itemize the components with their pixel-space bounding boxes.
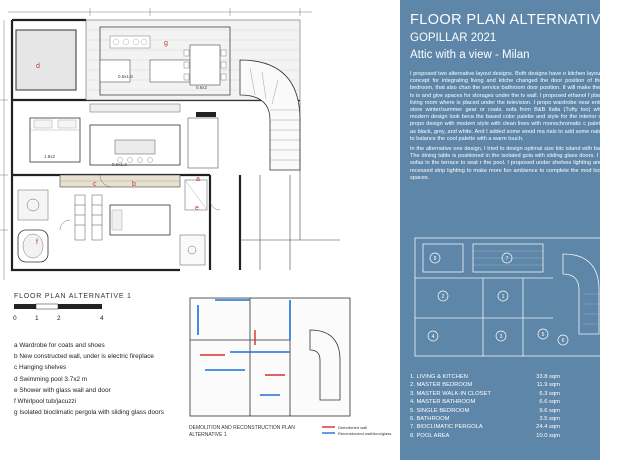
room-name: 5. SINGLE BEDROOM: [410, 407, 470, 414]
demolition-legend: [320, 425, 391, 437]
legend-item: g Isolated bioclimatic pergola with sliding glass doors: [14, 409, 164, 417]
room-name: 8. POOL AREA: [410, 432, 450, 439]
scale-number-1: 1: [35, 315, 39, 322]
legend-list: [14, 340, 164, 418]
dim-label-island: 0.6x1.2: [112, 162, 127, 167]
legend-reconstructed: Reconstructed wall/door/glass: [338, 431, 392, 436]
legend-item: b New constructed wall, under is electric fireplace: [14, 353, 154, 361]
scale-number-2: 2: [57, 315, 61, 322]
room-row: [410, 415, 560, 423]
room-row: [410, 407, 560, 415]
plan-number-6: 6: [561, 338, 565, 344]
room-area: 6.6 sqm: [539, 399, 560, 406]
page-subtitle: GOPILLAR 2021: [410, 32, 497, 44]
plan-number-7: 7: [505, 256, 509, 262]
legend-item: d Swimming pool 3.7x2 m: [14, 375, 88, 383]
room-key-plan: [413, 234, 603, 362]
demolition-title-line1: DEMOLITION AND RECONSTRUCTION PLAN: [189, 425, 295, 431]
room-name: 6. BATHROOM: [410, 416, 450, 423]
room-area: 24.4 sqm: [536, 424, 560, 431]
room-area: 10.0 sqm: [536, 432, 560, 439]
plan-number-5: 5: [541, 332, 545, 338]
page-title: FLOOR PLAN ALTERNATIVE ON: [410, 12, 638, 28]
legend-item: e Shower with glass wall and door: [14, 386, 111, 394]
room-name: 3. MASTER WALK-IN CLOSET: [410, 390, 491, 397]
room-areas-list: [410, 373, 560, 440]
room-area: 11.9 sqm: [536, 382, 560, 389]
floor-plan-label: FLOOR PLAN ALTERNATIVE 1: [14, 293, 132, 300]
demolition-title: [189, 425, 295, 439]
room-name: 7. BIOCLIMATIC PERGOLA: [410, 424, 483, 431]
description-paragraph-1: I proposed two alternative layout designs. Both designs have o kitchen layout design concept for integrating living and kitche changed the door position of the single bedroom, that also chan the service bathroom door position. It will make the wall for tv is and give spaces for storages under the tv wall. I proposed ethanol f place in the living room where is placed under the television. I propo wardrobe near entrance to store winter/summer gear or coats. sofa from B&B Italia (Tufty too) which has modern design look beca the based color palette and style for the interior design. I propo design with modern style with clean lines with monochromatic c palette, such as black, grey, and white. And I added some wood ma rials to add some natural look to balance the cool palette with a warm touch.: [410, 71, 620, 142]
right-panel: [400, 0, 638, 460]
demolition-title-line2: ALTERNATIVE 1: [189, 432, 227, 438]
legend-item: c Hanging shelves: [14, 364, 67, 372]
room-row: [410, 432, 560, 440]
room-area: 33.8 sqm: [536, 374, 560, 380]
room-area: 6.3 sqm: [539, 390, 560, 397]
legend-demolished: Demolished wall: [338, 425, 368, 430]
scale-number-4: 4: [100, 315, 104, 322]
plan-letter-d: d: [36, 63, 40, 70]
room-area: 9.6 sqm: [539, 407, 560, 414]
plan-number-1: 1: [501, 294, 505, 300]
plan-letter-c: c: [93, 181, 97, 188]
legend-item: f Whirlpool tub/jacuzzi: [14, 398, 77, 406]
description-text: [410, 71, 620, 185]
plan-letter-e: e: [195, 205, 199, 212]
plan-number-4: 4: [431, 334, 435, 340]
dim-label-bed: 1.8x2: [44, 154, 56, 159]
plan-number-3: 3: [499, 334, 503, 340]
plan-number-8: 8: [433, 256, 437, 262]
plan-letter-b: b: [132, 181, 136, 188]
legend-item: a Wardrobe for coats and shoes: [14, 342, 105, 349]
plan-letter-a: a: [196, 176, 200, 183]
plan-letter-f: f: [36, 239, 38, 246]
plan-letter-g: g: [164, 40, 168, 47]
room-name: 1. LIVING & KITCHEN: [410, 374, 468, 380]
room-name: 2. MASTER BEDROOM: [410, 382, 473, 389]
project-name: Attic with a view - Milan: [410, 49, 530, 61]
dim-label-table: 0.6x2: [196, 85, 208, 90]
room-row: [410, 381, 560, 389]
description-paragraph-2: In the alternative one design, I tried to design optimal size kitc island with bar chairs. The dining table is positioned in the isolated gola with sliding glass doors. I also put sofas in the terrace to seat r the pool. I proposed under shelves lighting and ceiling recessed strip lighting to make more fun ambience to complete the mod look of the spaces.: [410, 146, 620, 181]
room-row: [410, 373, 560, 381]
plan-number-2: 2: [441, 294, 445, 300]
room-area: 3.5 sqm: [539, 416, 560, 423]
dim-label-sofa1: 0.6x1.8: [118, 74, 133, 79]
scale-number-0: 0: [13, 315, 17, 322]
room-row: [410, 390, 560, 398]
room-row: [410, 398, 560, 406]
room-name: 4. MASTER BATHROOM: [410, 399, 476, 406]
room-row: [410, 423, 560, 431]
